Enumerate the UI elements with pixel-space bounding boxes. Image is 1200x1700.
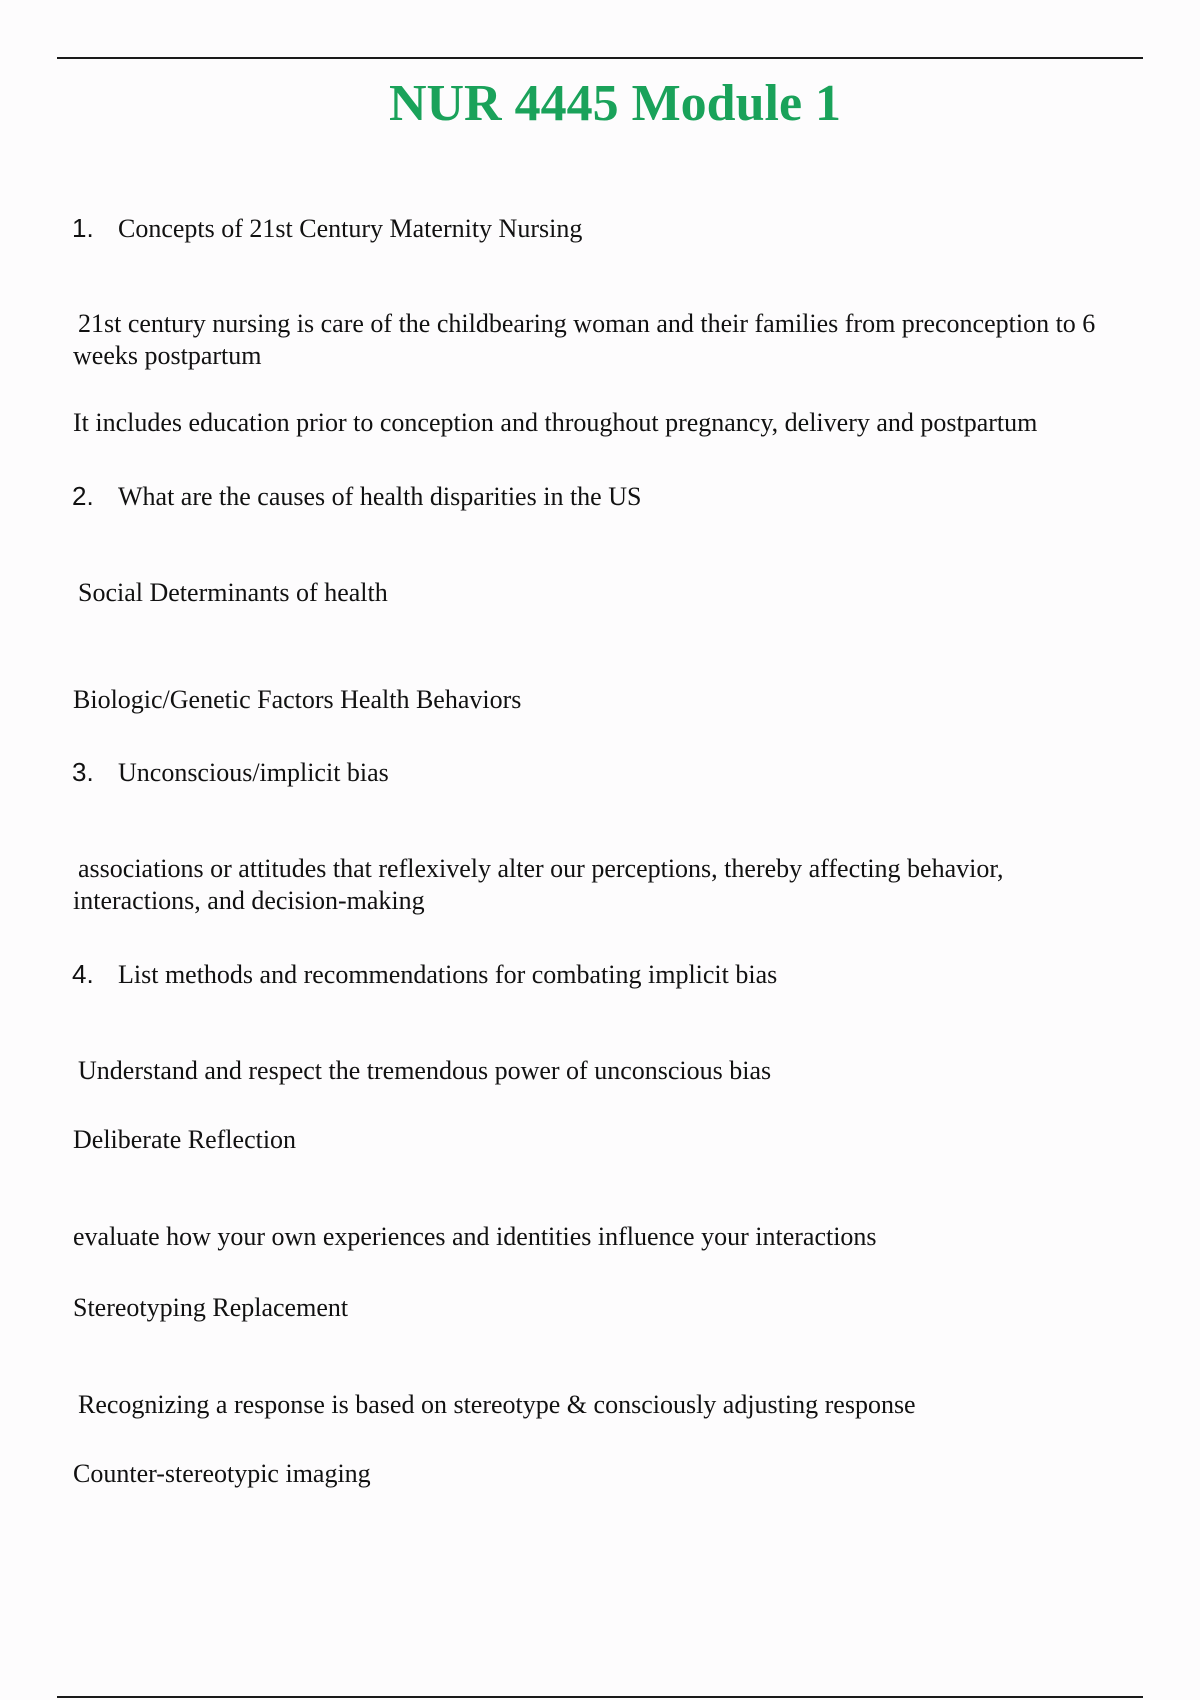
question-2 — [72, 480, 641, 513]
question-number: 1. — [72, 213, 94, 243]
answer-paragraph: Stereotyping Replacement — [73, 1293, 349, 1322]
question-text: Unconscious/implicit bias — [118, 758, 389, 787]
top-rule — [57, 57, 1143, 59]
question-text: Concepts of 21st Century Maternity Nursing — [118, 214, 583, 243]
answer-paragraph: Biologic/Genetic Factors Health Behaviors — [73, 685, 522, 714]
question-1 — [72, 212, 582, 245]
question-number: 3. — [72, 757, 94, 787]
bottom-rule — [57, 1696, 1143, 1698]
question-text: What are the causes of health disparities in the US — [118, 482, 642, 511]
question-number: 2. — [72, 481, 94, 511]
answer-paragraph: 21st century nursing is care of the childbearing woman and their families from preconception to 6 weeks postpartum — [73, 309, 1096, 370]
page-title: NUR 4445 Module 1 — [388, 75, 842, 132]
answer-paragraph: It includes education prior to conception and throughout pregnancy, delivery and postpartum — [73, 408, 1038, 437]
answer-paragraph: evaluate how your own experiences and identities influence your interactions — [73, 1222, 877, 1251]
answer-paragraph: Counter-stereotypic imaging — [73, 1459, 371, 1488]
answer-paragraph: Recognizing a response is based on stereotype & consciously adjusting response — [78, 1390, 916, 1419]
question-4 — [72, 958, 777, 991]
answer-paragraph: Social Determinants of health — [78, 578, 388, 607]
question-text: List methods and recommendations for combating implicit bias — [118, 960, 778, 989]
question-number: 4. — [72, 959, 94, 989]
answer-paragraph: Deliberate Reflection — [73, 1125, 297, 1154]
question-3 — [72, 756, 389, 789]
answer-paragraph: associations or attitudes that reflexively alter our perceptions, thereby affecting behavior, interactions, and decision-making — [73, 854, 1004, 915]
answer-paragraph: Understand and respect the tremendous power of unconscious bias — [78, 1056, 772, 1085]
